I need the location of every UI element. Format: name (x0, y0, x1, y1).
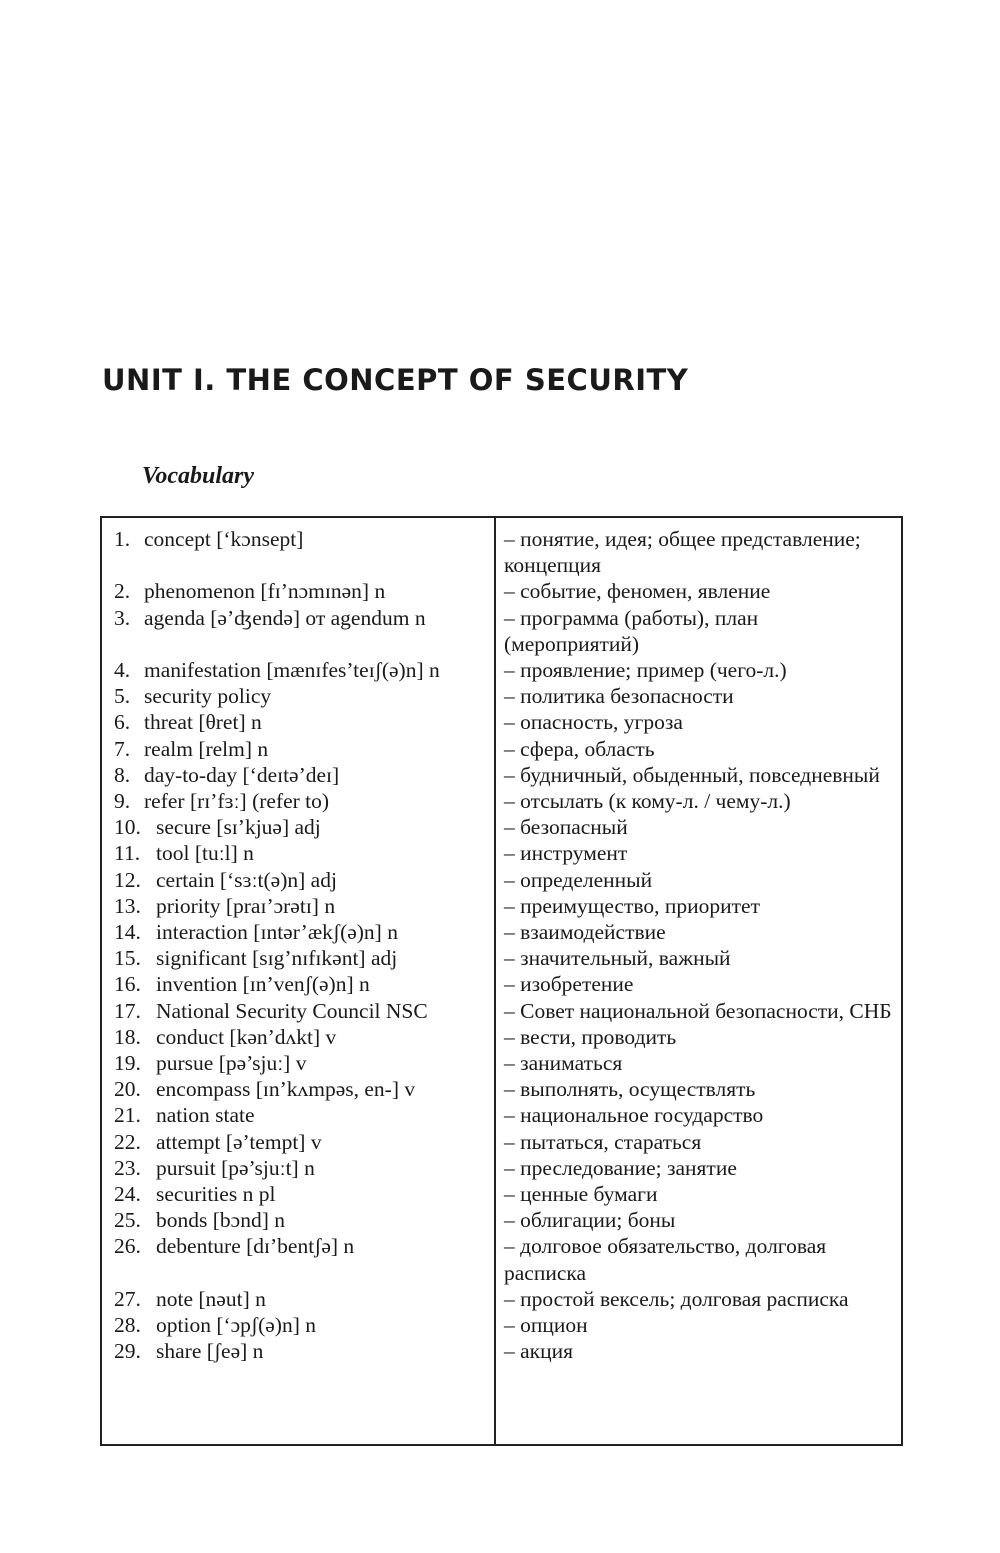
english-term: secure [sɪ’kjuə] adj (156, 815, 321, 840)
english-term: refer [rɪ’fɜː] (refer to) (144, 789, 330, 814)
entry-number: 23. (114, 1155, 141, 1180)
entry-number: 3. (114, 605, 131, 630)
russian-translation: – безопасный (504, 815, 628, 840)
term-cell (102, 1129, 494, 1155)
russian-translation: – облигации; боны (504, 1208, 676, 1233)
entry-number: 7. (114, 736, 131, 761)
entry-number: 4. (114, 658, 131, 683)
russian-translation: – пытаться, стараться (504, 1129, 702, 1154)
russian-translation: – ценные бумаги (504, 1182, 658, 1207)
english-term: priority [praɪ’ɔrətɪ] n (156, 893, 336, 918)
entry-number: 1. (114, 527, 131, 551)
english-term: pursue [pə’sjuː] v (156, 1051, 307, 1076)
english-term: share [ʃeə] n (156, 1339, 264, 1364)
term-cell (102, 840, 494, 866)
term-cell (102, 736, 494, 762)
russian-translation: – вести, проводить (504, 1024, 677, 1049)
russian-translation: – преимущество, приоритет (504, 893, 760, 918)
russian-translation: – национальное государство (504, 1103, 764, 1128)
entry-number: 9. (114, 789, 131, 814)
english-term: concept [‘kɔnsept] (144, 527, 304, 551)
entry-number: 13. (114, 893, 141, 918)
russian-translation: – простой вексель; долговая расписка (504, 1286, 849, 1311)
entry-number: 11. (114, 841, 141, 866)
english-term: securities n pl (156, 1182, 276, 1207)
entry-number: 21. (114, 1103, 141, 1128)
vocabulary-row (102, 1024, 901, 1050)
vocabulary-row (102, 736, 901, 762)
vocabulary-row (102, 657, 901, 683)
term-cell (102, 814, 494, 840)
russian-translation: – понятие, идея; общее представление; концепция (504, 527, 861, 578)
english-term: interaction [ɪntər’ækʃ(ə)n] n (156, 920, 398, 945)
vocabulary-row (102, 1286, 901, 1312)
term-cell (102, 1155, 494, 1181)
vocabulary-row (102, 1050, 901, 1076)
vocabulary-row (102, 1207, 901, 1233)
entry-number: 28. (114, 1313, 141, 1338)
entry-number: 16. (114, 972, 141, 997)
english-term: National Security Council NSC (156, 998, 428, 1023)
english-term: conduct [kən’dʌkt] v (156, 1024, 337, 1049)
entry-number: 8. (114, 762, 131, 787)
term-cell (102, 605, 494, 657)
vocabulary-row (102, 971, 901, 997)
term-cell (102, 1024, 494, 1050)
english-term: agenda [ə’ʤendə] от agendum n (144, 605, 426, 630)
russian-translation: – преследование; занятие (504, 1155, 737, 1180)
term-cell (102, 945, 494, 971)
term-cell (102, 683, 494, 709)
russian-translation: – взаимодействие (504, 920, 666, 945)
russian-translation: – значительный, важный (504, 946, 731, 971)
english-term: security policy (144, 684, 272, 709)
page-title: UNIT I. THE CONCEPT OF SECURITY (102, 363, 689, 397)
english-term: nation state (156, 1103, 255, 1128)
entry-number: 6. (114, 710, 131, 735)
english-term: threat [θret] n (144, 710, 262, 735)
russian-translation: – акция (504, 1339, 574, 1364)
entry-number: 29. (114, 1339, 141, 1364)
vocabulary-row (102, 1102, 901, 1128)
entry-number: 2. (114, 579, 131, 604)
term-cell (102, 657, 494, 683)
vocabulary-row (102, 762, 901, 788)
entry-number: 19. (114, 1051, 141, 1076)
russian-translation: – изобретение (504, 972, 634, 997)
term-cell (102, 971, 494, 997)
vocabulary-row (102, 840, 901, 866)
russian-translation: – будничный, обыденный, повседневный (504, 762, 880, 787)
russian-translation: – инструмент (504, 841, 628, 866)
russian-translation: – программа (работы), план (мероприятий) (504, 605, 759, 656)
vocabulary-row (102, 578, 901, 604)
english-term: pursuit [pə’sjuːt] n (156, 1155, 315, 1180)
term-cell (102, 1102, 494, 1128)
english-term: option [‘ɔpʃ(ə)n] n (156, 1313, 316, 1338)
english-term: tool [tuːl] n (156, 841, 254, 866)
entry-number: 27. (114, 1286, 141, 1311)
vocabulary-row (102, 605, 901, 657)
entry-number: 24. (114, 1182, 141, 1207)
term-cell (102, 788, 494, 814)
russian-translation: – отсылать (к кому-л. / чему-л.) (504, 789, 791, 814)
vocabulary-row (102, 1312, 901, 1338)
english-term: invention [ɪn’venʃ(ə)n] n (156, 972, 370, 997)
english-term: note [nəut] n (156, 1286, 266, 1311)
entry-number: 17. (114, 998, 141, 1023)
vocabulary-entries (102, 526, 901, 1365)
english-term: manifestation [mænɪfes’teɪʃ(ə)n] n (144, 658, 440, 683)
term-cell (102, 1050, 494, 1076)
russian-translation: – опасность, угроза (504, 710, 683, 735)
vocabulary-row (102, 1155, 901, 1181)
russian-translation: – сфера, область (504, 736, 655, 761)
vocabulary-row (102, 1338, 901, 1364)
english-term: realm [relm] n (144, 736, 269, 761)
vocabulary-row (102, 526, 901, 578)
english-term: encompass [ɪn’kʌmpəs, en-] v (156, 1077, 416, 1102)
term-cell (102, 709, 494, 735)
russian-translation: – выполнять, осуществлять (504, 1077, 756, 1102)
russian-translation: – политика безопасности (504, 684, 734, 709)
term-cell (102, 762, 494, 788)
vocabulary-row (102, 893, 901, 919)
vocabulary-row (102, 1076, 901, 1102)
term-cell (102, 867, 494, 893)
vocabulary-row (102, 1129, 901, 1155)
english-term: certain [‘sɜːt(ə)n] adj (156, 867, 337, 892)
english-term: debenture [dɪ’bentʃə] n (156, 1234, 355, 1259)
vocabulary-row (102, 945, 901, 971)
entry-number: 10. (114, 815, 141, 840)
vocabulary-row (102, 867, 901, 893)
entry-number: 20. (114, 1077, 141, 1102)
vocabulary-row (102, 683, 901, 709)
english-term: significant [sɪg’nɪfɪkənt] adj (156, 946, 398, 971)
english-term: bonds [bɔnd] n (156, 1208, 285, 1233)
english-term: phenomenon [fɪ’nɔmɪnən] n (144, 579, 386, 604)
entry-number: 22. (114, 1129, 141, 1154)
term-cell (102, 998, 494, 1024)
vocabulary-row (102, 709, 901, 735)
vocabulary-row (102, 919, 901, 945)
vocabulary-row (102, 814, 901, 840)
russian-translation: – долговое обязательство, долговая расписка (504, 1234, 827, 1285)
english-term: day-to-day [‘deɪtə’deɪ] (144, 762, 340, 787)
entry-number: 14. (114, 920, 141, 945)
russian-translation: – заниматься (504, 1051, 623, 1076)
term-cell (102, 893, 494, 919)
russian-translation: – опцион (504, 1313, 588, 1338)
vocabulary-row (102, 998, 901, 1024)
term-cell (102, 1207, 494, 1233)
term-cell (102, 578, 494, 604)
entry-number: 12. (114, 867, 141, 892)
vocabulary-table (100, 516, 903, 1446)
term-cell (102, 1338, 494, 1364)
entry-number: 15. (114, 946, 141, 971)
term-cell (102, 919, 494, 945)
term-cell (102, 1312, 494, 1338)
russian-translation: – определенный (504, 867, 653, 892)
entry-number: 26. (114, 1234, 141, 1259)
russian-translation: – событие, феномен, явление (504, 579, 771, 604)
vocabulary-row (102, 1181, 901, 1207)
term-cell (102, 1181, 494, 1207)
term-cell (102, 1233, 494, 1285)
entry-number: 5. (114, 684, 131, 709)
term-cell (102, 526, 494, 578)
term-cell (102, 1076, 494, 1102)
entry-number: 25. (114, 1208, 141, 1233)
section-heading: Vocabulary (142, 463, 255, 489)
vocabulary-row (102, 1233, 901, 1285)
russian-translation: – Совет национальной безопасности, СНБ (504, 998, 892, 1023)
vocabulary-row (102, 788, 901, 814)
term-cell (102, 1286, 494, 1312)
english-term: attempt [ə’tempt] v (156, 1129, 322, 1154)
russian-translation: – проявление; пример (чего-л.) (504, 658, 787, 683)
entry-number: 18. (114, 1024, 141, 1049)
